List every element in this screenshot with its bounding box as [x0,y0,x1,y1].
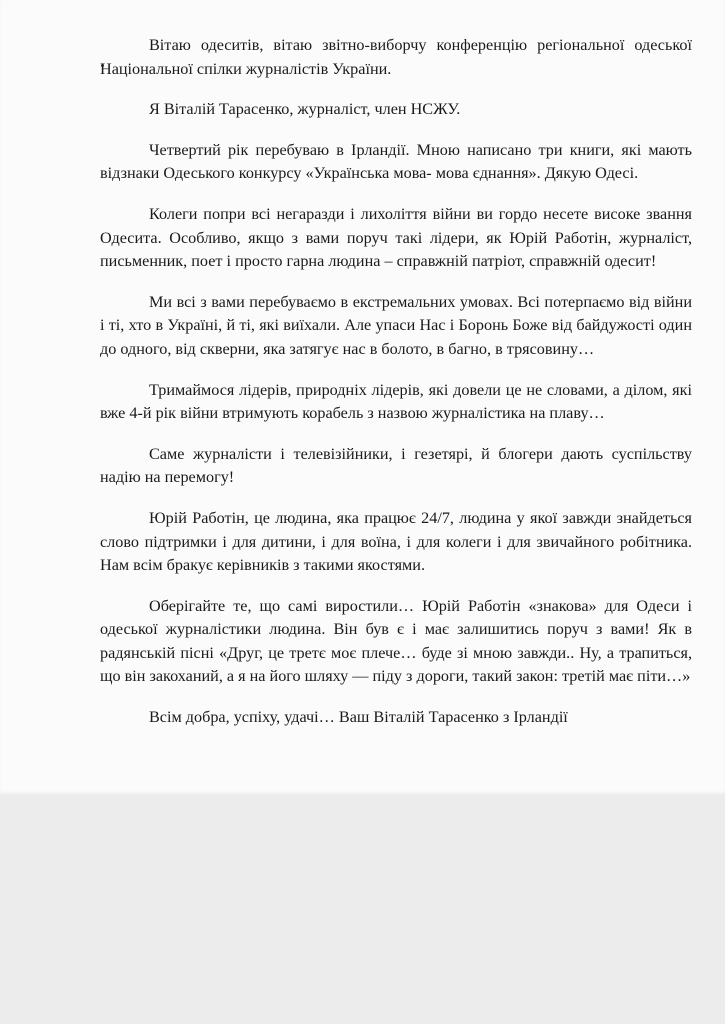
paragraph-colleagues: Колеги попри всі негаразди і лихоліття війни ви гордо несете високе звання Одесита. Особливо, якщо з вами поруч такі лідери, як Юрій Работін, журналіст, письменник, поет і просто гарна людина – справжній патріот, справжній одесит! [100,204,692,271]
paragraph-cherish: Оберігайте те, що самі виростили… Юрій Работін «знакова» для Одеси і одеської журналістики людина. Він був є і має залишитись поруч з вами! Як в радянській пісні «Друг, це третє моє плече… буде зі мною завжди.. Ну, а трапиться, що він закоханий, а я на його шляху — піду з дороги, такий закон: третій має піти…» [100,596,692,686]
paragraph-greeting: Вітаю одеситів, вітаю звітно-виборчу конференцію регіональної одеської Національної спілки журналістів України. [100,36,692,78]
paragraph-journalists: Саме журналісти і телевізійники, і гезетярі, й блогери дають суспільству надію на перемогу! [100,444,692,487]
paragraph-rabotin: Юрій Работін, це людина, яка працює 24/7, людина у якої завжди знайдеться слово підтримки і для дитини, і для воїна, і для колеги і для звичайного робітника. Нам всім бракує керівників з такими якостями. [100,508,692,575]
paragraph-introduction: Я Віталій Тарасенко, журналіст, член НСЖУ. [149,100,461,119]
paragraph-extreme-conditions: Ми всі з вами перебуваємо в екстремальних умовах. Всі потерпаємо від війни і ті, хто в Україні, й ті, які виїхали. Але упаси Нас і Боронь Боже від байдужості один до одного, від скверни, яка затягує нас в болото, в багно, в трясовину… [100,292,692,358]
blank-background [0,794,725,1024]
paragraph-closing: Всім добра, успіху, удачі… Ваш Віталій Тарасенко з Ірландії [149,708,568,727]
paragraph-leaders: Тримаймося лідерів, природніх лідерів, які довели це не словами, а ділом, які вже 4-й рік війни втримують корабель з назвою журналістика на плаву… [100,380,692,423]
letter-body [100,34,692,747]
paragraph-books: Четвертий рік перебуваю в Ірландії. Мною написано три книги, які мають відзнаки Одеського конкурсу «Українська мова- мова єднання». Дякую Одесі. [100,140,692,183]
